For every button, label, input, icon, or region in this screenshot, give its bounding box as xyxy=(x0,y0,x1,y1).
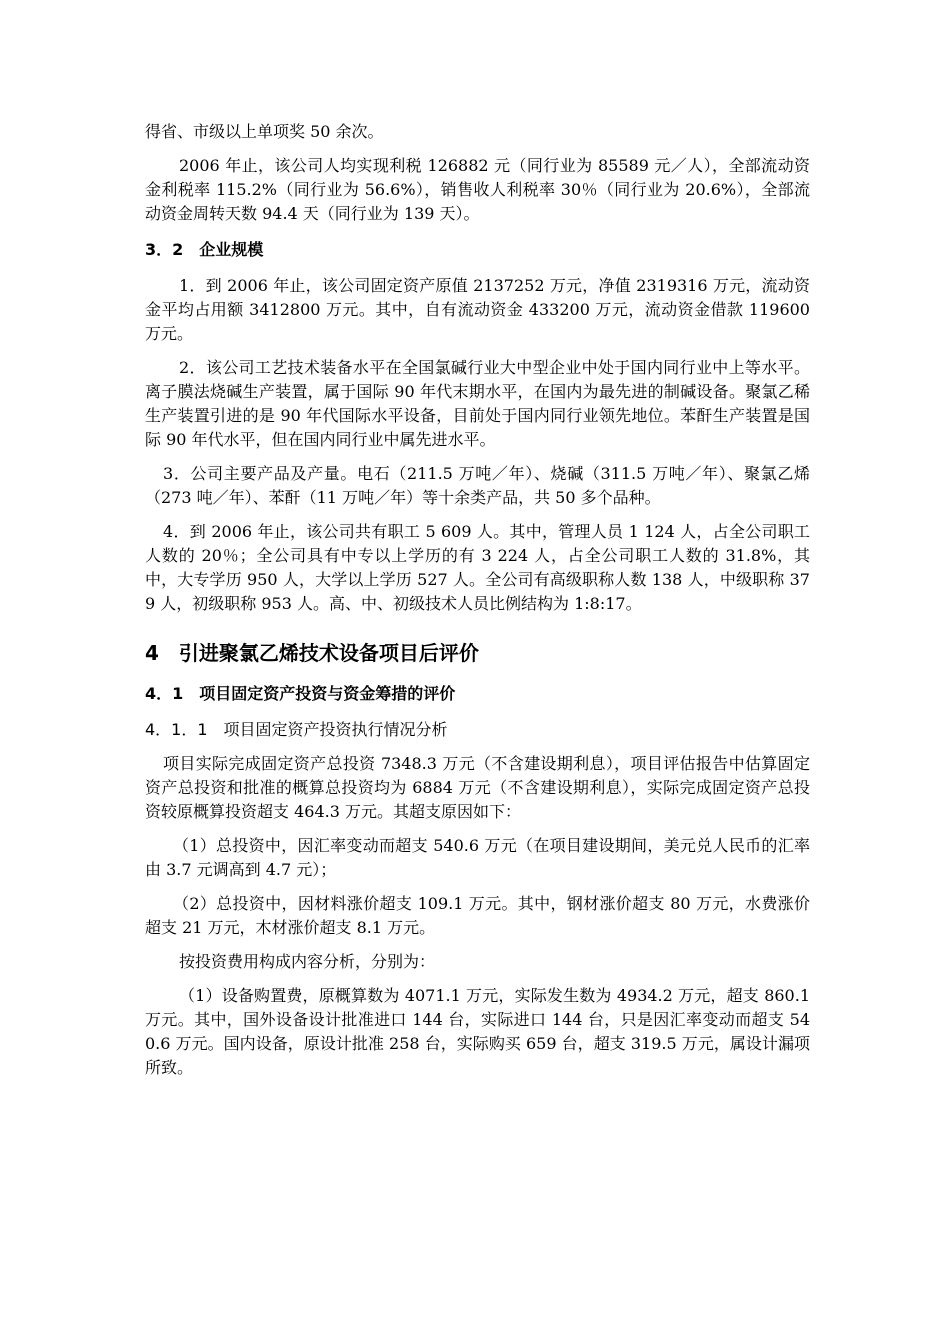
section-heading-4-1: 4．1 项目固定资产投资与资金筹措的评价 xyxy=(145,684,456,703)
paragraph-equipment-cost: （1）设备购置费，原概算数为 4071.1 万元，实际发生数为 4934.2 万元，超支 860.1 万元。其中，国外设备设计批准进口 144 台，实际进口 144 台，只是因汇率变动而超支 540.6 万元。国内设备，原设计批准 258 台，实际购买 659 台，超支 319.5 万元，属设计漏项所致。 xyxy=(145,986,810,1077)
paragraph-technology-level: 2．该公司工艺技术装备水平在全国氯碱行业大中型企业中处于国内同行业中上等水平。离子膜法烧碱生产装置，属于国际 90 年代末期水平，在国内为最先进的制碱设备。聚氯乙稀生产装置引进的是 90 年代国际水平设备，目前处于国内同行业领先地位。苯酐生产装置是国际 90 年代水平，但在国内同行业中属先进水平。 xyxy=(145,358,810,449)
chapter-heading-4: 4 引进聚氯乙烯技术设备项目后评价 xyxy=(145,641,479,665)
paragraph-main-products: 3．公司主要产品及产量。电石（211.5 万吨／年）、烧碱（311.5 万吨／年）、聚氯乙烯（273 吨／年）、苯酐（11 万吨／年）等十余类产品，共 50 多个品种。 xyxy=(145,464,810,507)
paragraph-investment-summary: 项目实际完成固定资产总投资 7348.3 万元（不含建设期利息），项目评估报告中估算固定资产总投资和批准的概算总投资均为 6884 万元（不含建设期利息），实际完成固定资产总投资较原概算投资超支 464.3 万元。其超支原因如下： xyxy=(145,754,810,821)
paragraph-cost-breakdown-intro: 按投资费用构成内容分析，分别为： xyxy=(179,952,436,971)
paragraph-overrun-reason-2: （2）总投资中，因材料涨价超支 109.1 万元。其中，钢材涨价超支 80 万元，水费涨价超支 21 万元，木材涨价超支 8.1 万元。 xyxy=(145,894,810,937)
subsection-heading-4-1-1: 4．1．1 项目固定资产投资执行情况分析 xyxy=(145,720,448,739)
paragraph-awards: 得省、市级以上单项奖 50 余次。 xyxy=(145,122,384,141)
paragraph-profit-tax: 2006 年止，该公司人均实现利税 126882 元（同行业为 85589 元／人），全部流动资金利税率 115.2%（同行业为 56.6%），销售收人利税率 30％（同行业为 20.6%），全部流动资金周转天数 94.4 天（同行业为 139 天）。 xyxy=(145,156,810,223)
paragraph-staff: 4．到 2006 年止，该公司共有职工 5 609 人。其中，管理人员 1 124 人，占全公司职工人数的 20％；全公司具有中专以上学历的有 3 224 人，占全公司职工人数的 31.8%，其中，大专学历 950 人，大学以上学历 527 人。全公司有高级职称人数 138 人，中级职称 379 人，初级职称 953 人。高、中、初级技术人员比例结构为 1:8:17。 xyxy=(145,522,810,613)
paragraph-fixed-assets: 1．到 2006 年止，该公司固定资产原值 2137252 万元，净值 2319316 万元，流动资金平均占用额 3412800 万元。其中，自有流动资金 433200 万元，流动资金借款 119600 万元。 xyxy=(145,276,810,343)
paragraph-overrun-reason-1: （1）总投资中，因汇率变动而超支 540.6 万元（在项目建设期间，美元兑人民币的汇率由 3.7 元调高到 4.7 元）； xyxy=(145,836,810,879)
section-heading-3-2: 3．2 企业规模 xyxy=(145,240,264,259)
document-body xyxy=(145,120,810,1090)
